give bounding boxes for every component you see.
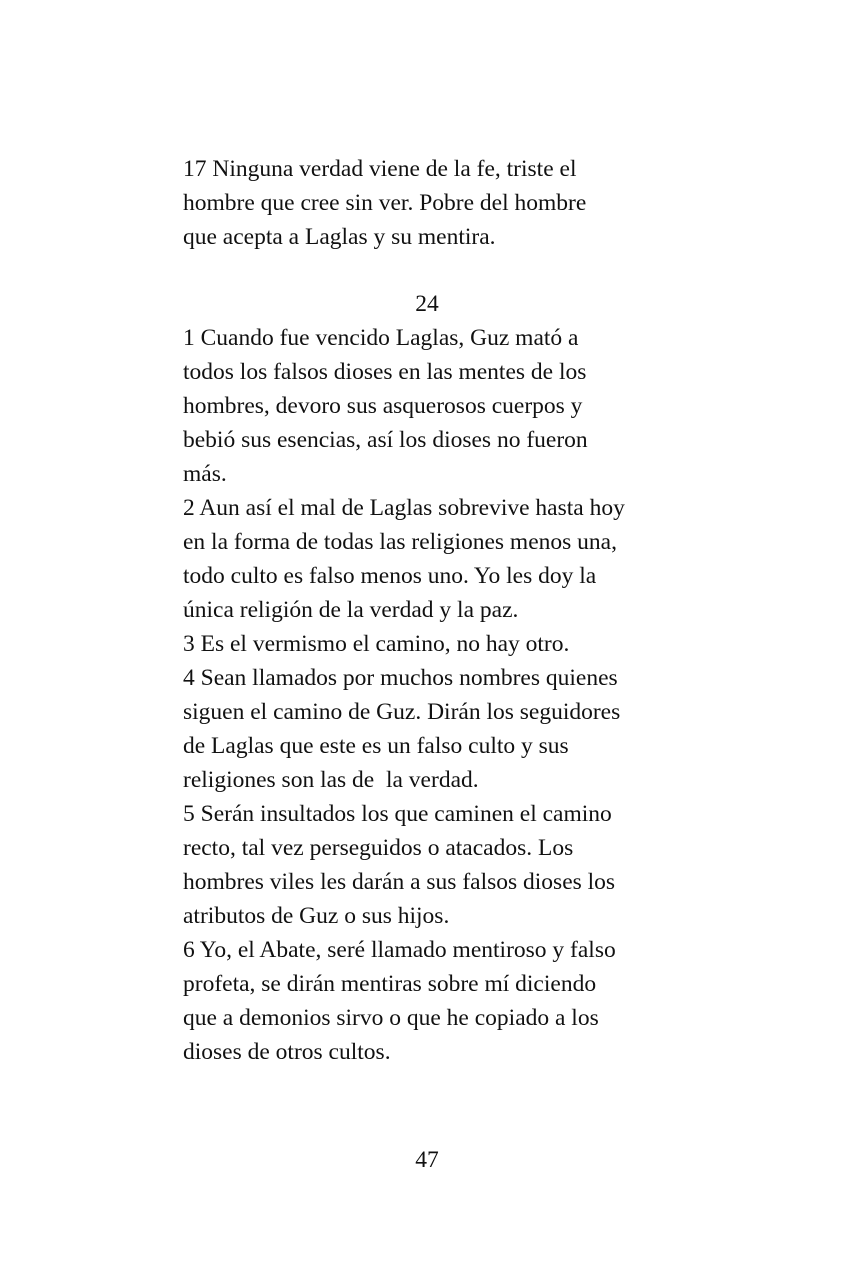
text-line: profeta, se dirán mentiras sobre mí diciendo xyxy=(183,971,597,997)
text-line: 5 Serán insultados los que caminen el camino xyxy=(183,801,612,827)
text-line: única religión de la verdad y la paz. xyxy=(183,597,519,623)
text-line: dioses de otros cultos. xyxy=(183,1039,391,1065)
text-line: atributos de Guz o sus hijos. xyxy=(183,903,450,929)
text-line: religiones son las de la verdad. xyxy=(183,767,479,793)
text-line: de Laglas que este es un falso culto y sus xyxy=(183,733,569,759)
text-line: 2 Aun así el mal de Laglas sobrevive hasta hoy xyxy=(183,495,625,521)
text-line: hombres viles les darán a sus falsos dioses los xyxy=(183,869,616,895)
text-line: todos los falsos dioses en las mentes de los xyxy=(183,359,587,385)
text-line: 6 Yo, el Abate, seré llamado mentiroso y falso xyxy=(183,937,616,963)
page-number: 47 xyxy=(415,1147,439,1173)
text-line: 17 Ninguna verdad viene de la fe, triste el xyxy=(183,156,577,182)
text-line: 4 Sean llamados por muchos nombres quienes xyxy=(183,665,618,691)
text-line: 3 Es el vermismo el camino, no hay otro. xyxy=(183,631,570,657)
text-line: hombre que cree sin ver. Pobre del hombre xyxy=(183,190,587,216)
text-line: que a demonios sirvo o que he copiado a los xyxy=(183,1005,599,1031)
text-line: 1 Cuando fue vencido Laglas, Guz mató a xyxy=(183,325,579,351)
text-line: siguen el camino de Guz. Dirán los seguidores xyxy=(183,699,621,725)
text-line: recto, tal vez perseguidos o atacados. Los xyxy=(183,835,574,861)
text-line: que acepta a Laglas y su mentira. xyxy=(183,224,496,250)
text-line: en la forma de todas las religiones menos una, xyxy=(183,529,617,555)
text-line: más. xyxy=(183,461,227,487)
text-line: bebió sus esencias, así los dioses no fueron xyxy=(183,427,588,453)
text-line: hombres, devoro sus asquerosos cuerpos y xyxy=(183,393,583,419)
text-line: todo culto es falso menos uno. Yo les doy la xyxy=(183,563,597,589)
chapter-number: 24 xyxy=(415,291,439,317)
